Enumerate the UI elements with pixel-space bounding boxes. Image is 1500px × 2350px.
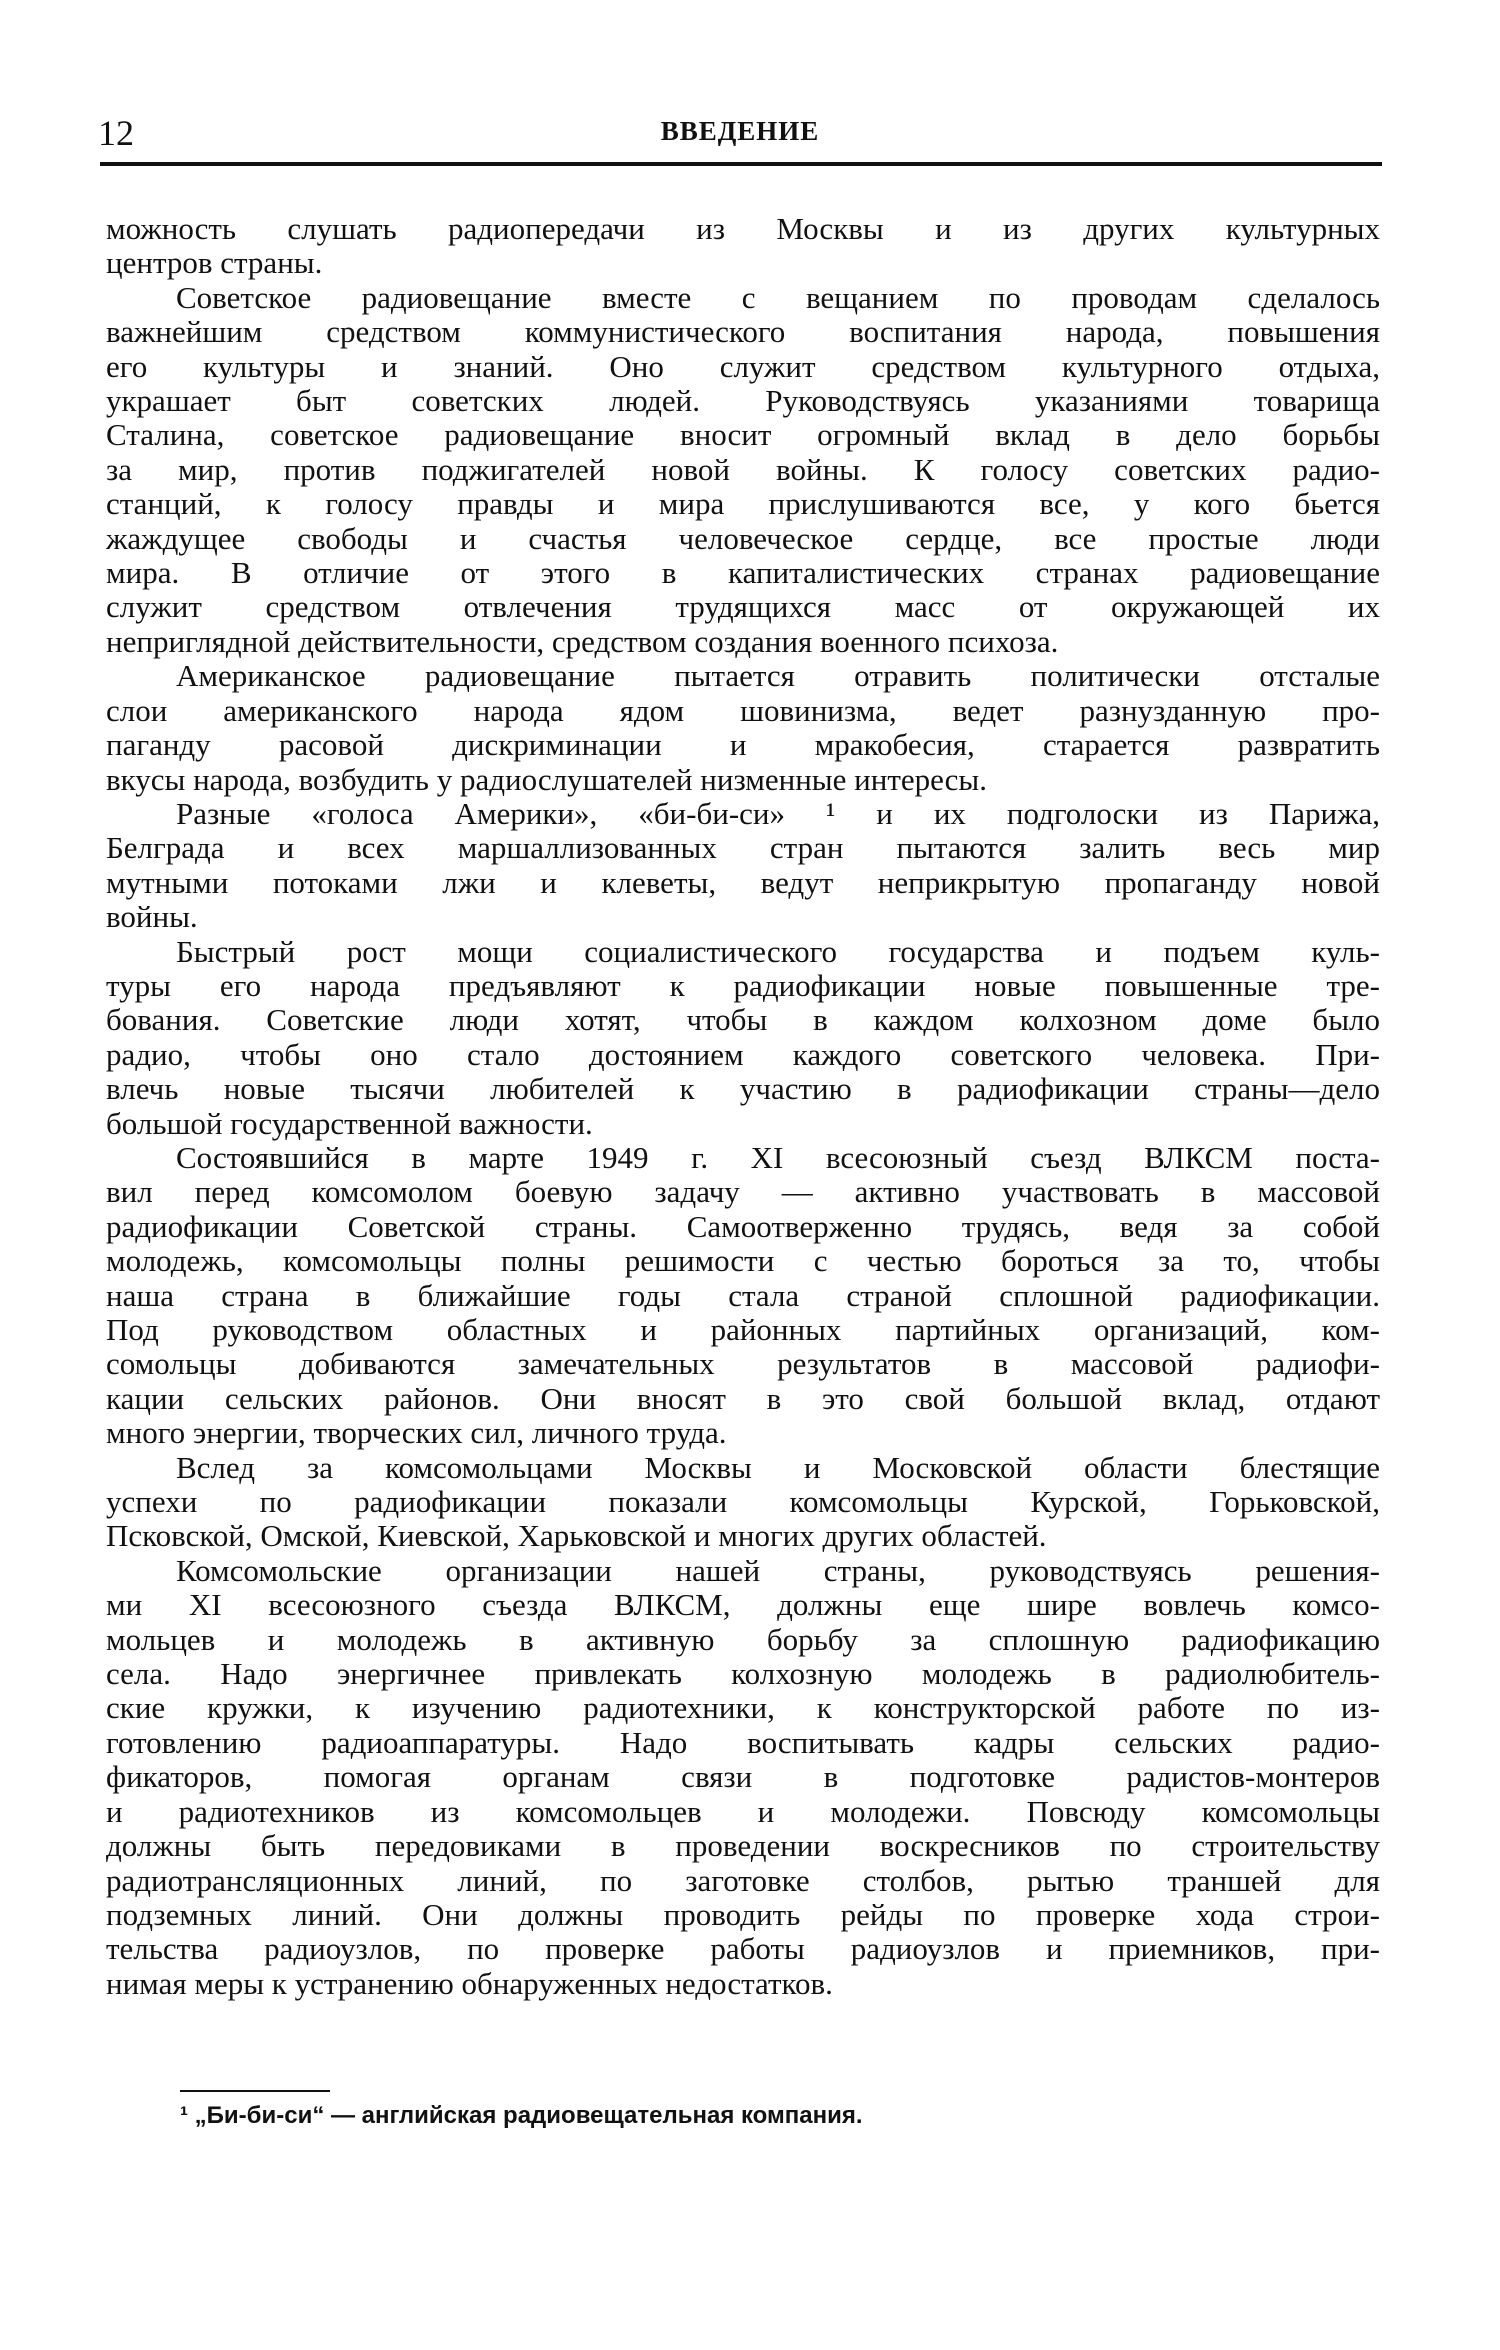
text-line: войны. (106, 900, 198, 935)
text-line: Разные «голоса Америки», «би-би-си» ¹ и их подголоски из Парижа, (176, 796, 1380, 831)
text-line: успехи по радиофикации показали комсомольцы Курской, Горьковской, (106, 1485, 1380, 1520)
text-line: ские кружки, к изучению радиотехники, к конструкторской работе по из- (106, 1691, 1380, 1726)
text-line: Комсомольские организации нашей страны, руководствуясь решения- (176, 1553, 1380, 1588)
paragraph (106, 935, 1380, 1141)
paragraph (106, 281, 1380, 659)
text-line: много энергии, творческих сил, личного труда. (106, 1416, 727, 1451)
text-line: Вслед за комсомольцами Москвы и Московской области блестящие (176, 1450, 1380, 1485)
text-line: неприглядной действительности, средством создания военного психоза. (106, 624, 1059, 659)
text-line: важнейшим средством коммунистического воспитания народа, повышения (106, 315, 1380, 350)
paragraph (106, 659, 1380, 797)
text-line: большой государственной важности. (106, 1106, 593, 1141)
text-line: Под руководством областных и районных партийных организаций, ком- (106, 1313, 1380, 1347)
text-line: фикаторов, помогая органам связи в подготовке радистов-монтеров (106, 1760, 1380, 1795)
text-line: станций, к голосу правды и мира прислушиваются все, у кого бьется (106, 487, 1380, 522)
text-line: за мир, против поджигателей новой войны. К голосу советских радио- (106, 452, 1380, 487)
text-line: мольцев и молодежь в активную борьбу за сплошную радиофикацию (106, 1622, 1380, 1657)
text-line: готовлению радиоаппаратуры. Надо воспитывать кадры сельских радио- (106, 1725, 1380, 1760)
text-line: украшает быт советских людей. Руководствуясь указаниями товарища (106, 384, 1380, 419)
text-line: молодежь, комсомольцы полны решимости с честью бороться за то, чтобы (106, 1244, 1380, 1279)
paragraph (106, 1141, 1380, 1451)
paragraph (106, 1554, 1380, 2001)
text-line: туры его народа предъявляют к радиофикации новые повышенные тре- (106, 968, 1380, 1003)
text-line: можность слушать радиопередачи из Москвы и из других культурных (106, 212, 1380, 246)
text-line: вкусы народа, возбудить у радиослушателей низменные интересы. (106, 762, 988, 797)
paragraph (106, 212, 1380, 281)
text-line: кации сельских районов. Они вносят в это свой большой вклад, отдают (106, 1381, 1380, 1416)
text-line: радиотрансляционных линий, по заготовке столбов, рытью траншей для (106, 1863, 1380, 1898)
text-line: радиофикации Советской страны. Самоотверженно трудясь, ведя за собой (106, 1209, 1380, 1244)
body-text (106, 212, 1380, 2001)
text-line: нимая меры к устранению обнаруженных недостатков. (106, 1966, 833, 2001)
paragraph (106, 1451, 1380, 1554)
text-line: вил перед комсомолом боевую задачу — активно участвовать в массовой (106, 1175, 1380, 1210)
page-number: 12 (98, 113, 134, 153)
text-line: влечь новые тысячи любителей к участию в радиофикации страны—дело (106, 1072, 1380, 1107)
text-line: его культуры и знаний. Оно служит средством культурного отдыха, (106, 349, 1380, 384)
text-line: центров страны. (106, 246, 323, 281)
header-rule (100, 162, 1382, 166)
paragraph (106, 797, 1380, 935)
text-line: подземных линий. Они должны проводить рейды по проверке хода строи- (106, 1897, 1380, 1932)
text-line: должны быть передовиками в проведении воскресников по строительству (106, 1829, 1380, 1864)
text-line: бования. Советские люди хотят, чтобы в каждом колхозном доме было (106, 1003, 1380, 1038)
text-line: наша страна в ближайшие годы стала страной сплошной радиофикации. (106, 1278, 1380, 1313)
text-line: Сталина, советское радиовещание вносит огромный вклад в дело борьбы (106, 418, 1380, 453)
text-line: села. Надо энергичнее привлекать колхозную молодежь в радиолюбитель- (106, 1657, 1380, 1692)
text-line: паганду расовой дискриминации и мракобесия, старается развратить (106, 728, 1380, 763)
text-line: Американское радиовещание пытается отравить политически отсталые (176, 659, 1380, 694)
text-line: радио, чтобы оно стало достоянием каждого советского человека. При- (106, 1037, 1380, 1072)
footnote-rule (180, 2090, 330, 2092)
text-line: сомольцы добиваются замечательных результатов в массовой радиофи- (106, 1347, 1380, 1382)
running-title: ВВЕДЕНИЕ (660, 116, 820, 146)
footnote: ¹ „Би-би-си“ — английская радиовещательная компания. (180, 2102, 863, 2129)
text-line: мира. В отличие от этого в капиталистических странах радиовещание (106, 556, 1380, 591)
text-line: слои американского народа ядом шовинизма, ведет разнузданную про- (106, 693, 1380, 728)
text-line: и радиотехников из комсомольцев и молодежи. Повсюду комсомольцы (106, 1794, 1380, 1829)
text-line: тельства радиоузлов, по проверке работы радиоузлов и приемников, при- (106, 1932, 1380, 1967)
text-line: Быстрый рост мощи социалистического государства и подъем куль- (176, 934, 1380, 969)
text-line: мутными потоками лжи и клеветы, ведут неприкрытую пропаганду новой (106, 865, 1380, 900)
text-line: Белграда и всех маршаллизованных стран пытаются залить весь мир (106, 831, 1380, 866)
text-line: ми XI всесоюзного съезда ВЛКСМ, должны еще шире вовлечь комсо- (106, 1588, 1380, 1623)
text-line: жаждущее свободы и счастья человеческое сердце, все простые люди (106, 521, 1380, 556)
text-line: служит средством отвлечения трудящихся масс от окружающей их (106, 590, 1380, 625)
text-line: Состоявшийся в марте 1949 г. XI всесоюзный съезд ВЛКСМ поста- (176, 1140, 1380, 1175)
running-header (98, 112, 1382, 162)
text-line: Псковской, Омской, Киевской, Харьковской и многих других областей. (106, 1519, 1047, 1554)
text-line: Советское радиовещание вместе с вещанием по проводам сделалось (176, 280, 1380, 315)
